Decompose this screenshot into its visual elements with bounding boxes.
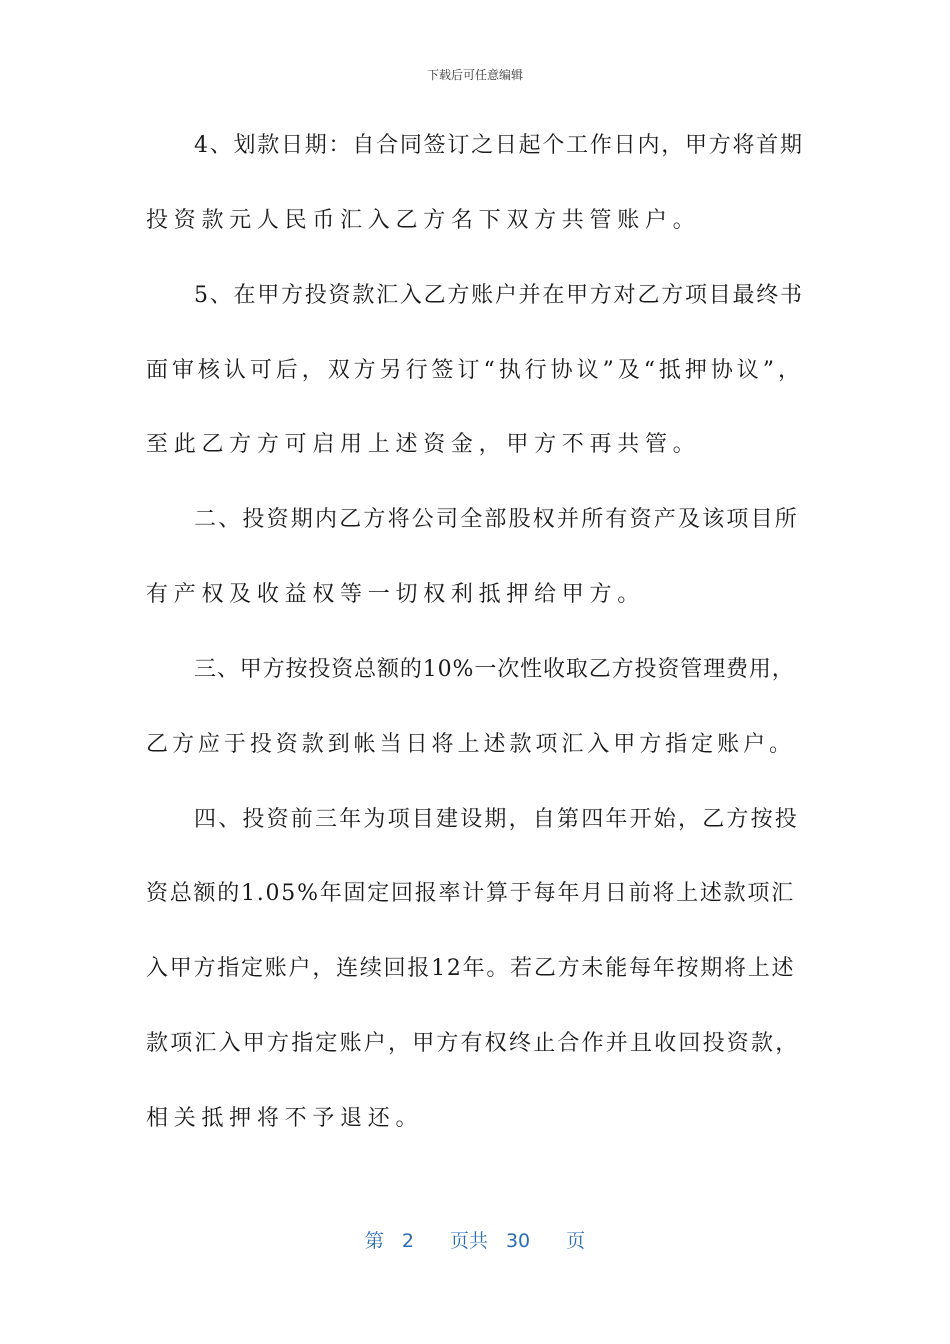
- paragraph-line: 乙方应于投资款到帐当日将上述款项汇入甲方指定账户。: [146, 732, 796, 757]
- page-total: 30: [505, 1230, 531, 1252]
- paragraph-line: 5、在甲方投资款汇入乙方账户并在甲方对乙方项目最终书: [194, 283, 804, 308]
- paragraph-line: 四、投资前三年为项目建设期，自第四年开始，乙方按投: [194, 807, 800, 832]
- paragraph-line: 款项汇入甲方指定账户，甲方有权终止合作并且收回投资款，: [146, 1031, 800, 1056]
- paragraph-line: 有产权及收益权等一切权利抵押给甲方。: [146, 582, 645, 607]
- paragraph-line: 4、划款日期：自合同签订之日起个工作日内，甲方将首期: [194, 133, 804, 158]
- page-footer: [0, 1226, 950, 1253]
- paragraph-line: 相关抵押将不予退还。: [146, 1106, 424, 1131]
- page-number: 2: [401, 1230, 414, 1252]
- paragraph-line: 资总额的1.05%年固定回报率计算于每年月日前将上述款项汇: [146, 881, 795, 906]
- paragraph-line: 至此乙方方可启用上述资金，甲方不再共管。: [146, 432, 701, 457]
- page-suffix: 页: [566, 1230, 586, 1252]
- page-prefix: 第: [364, 1230, 384, 1252]
- page-header-note: 下载后可任意编辑: [426, 68, 523, 82]
- paragraph-line: 三、甲方按投资总额的10%一次性收取乙方投资管理费用，: [194, 657, 795, 682]
- page-mid: 页共: [449, 1230, 488, 1252]
- paragraph-line: 二、投资期内乙方将公司全部股权并所有资产及该项目所: [194, 507, 800, 532]
- paragraph-line: 面审核认可后，双方另行签订“执行协议”及“抵押协议”，: [146, 358, 804, 383]
- paragraph-line: 投资款元人民币汇入乙方名下双方共管账户。: [146, 208, 701, 233]
- paragraph-line: 入甲方指定账户，连续回报12年。若乙方未能每年按期将上述: [146, 956, 796, 981]
